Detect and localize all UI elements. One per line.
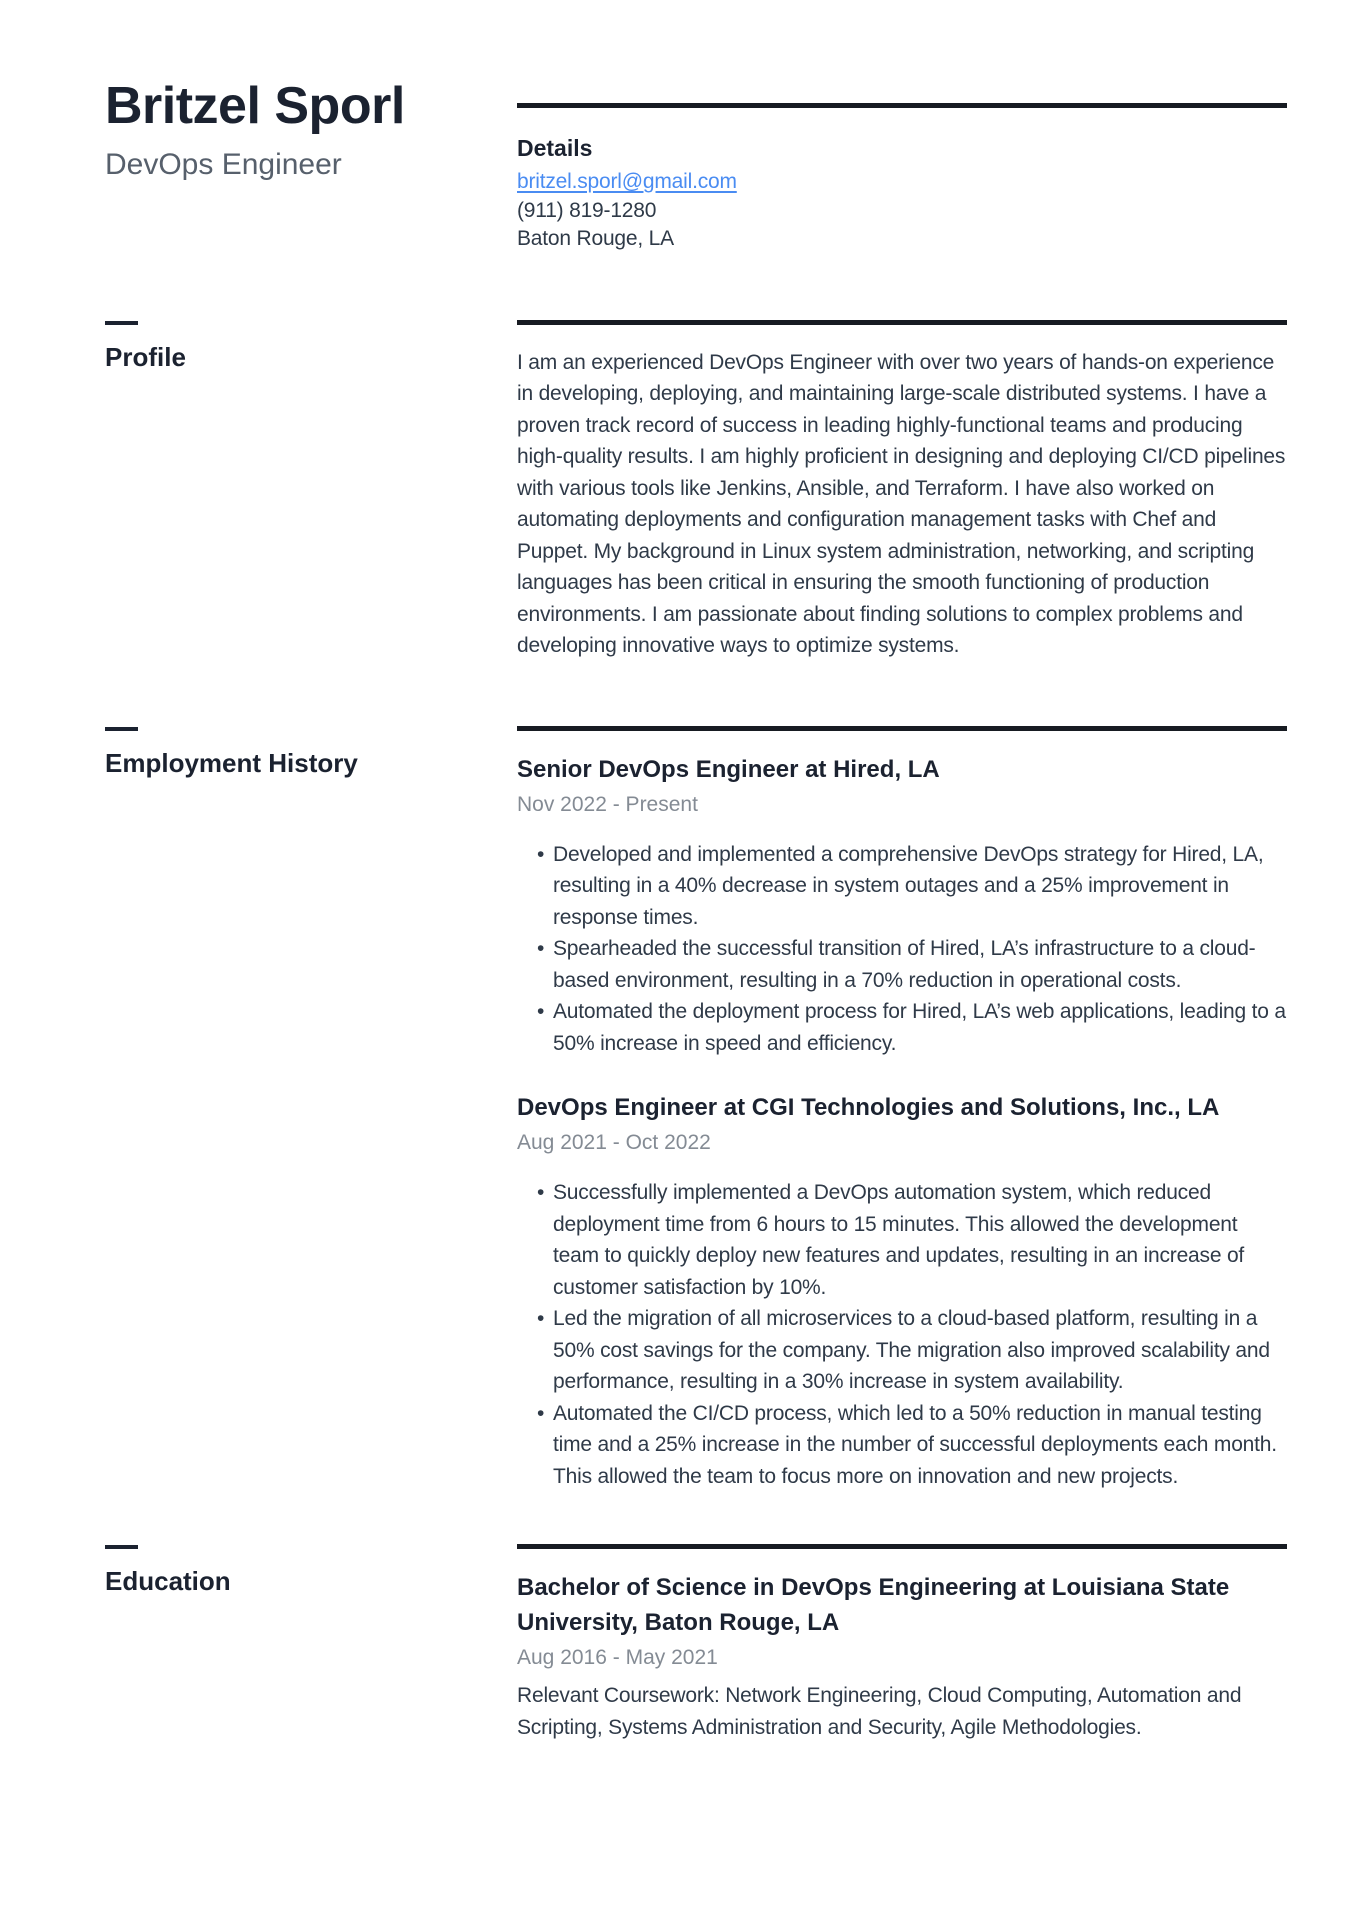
education-content xyxy=(517,1544,1287,1743)
details-divider xyxy=(517,103,1287,108)
education-section-label xyxy=(105,1544,517,1743)
education-dash xyxy=(105,1545,138,1549)
job-title: Senior DevOps Engineer at Hired, LA xyxy=(517,755,940,783)
education-entry xyxy=(517,1570,1287,1743)
employment-section xyxy=(105,726,1287,1493)
header-left xyxy=(105,78,517,254)
profile-heading: Profile xyxy=(105,341,186,372)
job-dates: Nov 2022 - Present xyxy=(517,792,698,816)
employment-content xyxy=(517,726,1287,1493)
education-section xyxy=(105,1544,1287,1743)
location-text: Baton Rouge, LA xyxy=(517,227,674,250)
person-name: Britzel Sporl xyxy=(105,77,405,135)
job-bullet: • Developed and implemented a comprehensive DevOps strategy for Hired, LA, resulting in a 40% decrease in system outages and a 25% improvement in response times. xyxy=(517,839,1287,934)
employment-heading: Employment History xyxy=(105,747,358,778)
job-bullet: • Automated the deployment process for Hired, LA’s web applications, leading to a 50% increase in speed and efficiency. xyxy=(517,996,1287,1059)
job-bullet: • Spearheaded the successful transition of Hired, LA’s infrastructure to a cloud-based environment, resulting in a 70% reduction in operational costs. xyxy=(517,933,1287,996)
job-bullet: • Led the migration of all microservices to a cloud-based platform, resulting in a 50% cost savings for the company. The migration also improved scalability and performance, resulting in a 30% increase in system availability. xyxy=(517,1303,1287,1398)
job-bullet-list xyxy=(517,839,1287,1060)
profile-divider xyxy=(517,320,1287,325)
education-heading: Education xyxy=(105,1566,231,1596)
degree-title: Bachelor of Science in DevOps Engineering at Louisiana State University, Baton Rouge, LA xyxy=(517,1574,1230,1636)
job-bullet-list xyxy=(517,1177,1287,1492)
employment-divider xyxy=(517,726,1287,731)
job-title: DevOps Engineer at CGI Technologies and Solutions, Inc., LA xyxy=(517,1094,1220,1121)
job-entry xyxy=(517,752,1287,1060)
employment-section-label xyxy=(105,726,517,1493)
job-entry xyxy=(517,1090,1287,1492)
header-section xyxy=(105,78,1287,254)
education-divider xyxy=(517,1544,1287,1549)
profile-content xyxy=(517,320,1287,662)
email-row xyxy=(517,168,1287,197)
degree-description: Relevant Coursework: Network Engineering, Cloud Computing, Automation and Scripting, Systems Administration and Security, Agile Methodologies. xyxy=(517,1684,1242,1739)
phone-number: (911) 819-1280 xyxy=(517,198,657,222)
profile-section-label xyxy=(105,320,517,662)
person-job-title: DevOps Engineer xyxy=(105,148,342,182)
employment-dash xyxy=(105,727,138,731)
profile-dash xyxy=(105,321,138,325)
profile-text: I am an experienced DevOps Engineer with over two years of hands-on experience in developing, deploying, and maintaining large-scale distributed systems. I have a proven track record of success in leading highly-functional teams and producing high-quality results. I am highly proficient in designing and deploying CI/CD pipelines with various tools like Jenkins, Ansible, and Terraform. I have also worked on automating deployments and configuration management tasks with Chef and Puppet. My background in Linux system administration, networking, and scripting languages has been critical in ensuring the smooth functioning of production environments. I am passionate about finding solutions to complex problems and developing innovative ways to optimize systems. xyxy=(517,350,1286,657)
job-bullet: • Automated the CI/CD process, which led to a 50% reduction in manual testing time and a 25% increase in the number of successful deployments each month. This allowed the team to focus more on innovation and new projects. xyxy=(517,1398,1287,1493)
job-dates: Aug 2021 - Oct 2022 xyxy=(517,1131,711,1154)
job-bullet: • Successfully implemented a DevOps automation system, which reduced deployment time from 6 hours to 15 minutes. This allowed the development team to quickly deploy new features and updates, resulting in an increase of customer satisfaction by 10%. xyxy=(517,1177,1287,1303)
details-heading: Details xyxy=(517,135,593,161)
degree-dates: Aug 2016 - May 2021 xyxy=(517,1646,718,1669)
details-block xyxy=(517,78,1287,254)
email-link[interactable]: britzel.sporl@gmail.com xyxy=(517,170,737,193)
profile-section xyxy=(105,320,1287,662)
